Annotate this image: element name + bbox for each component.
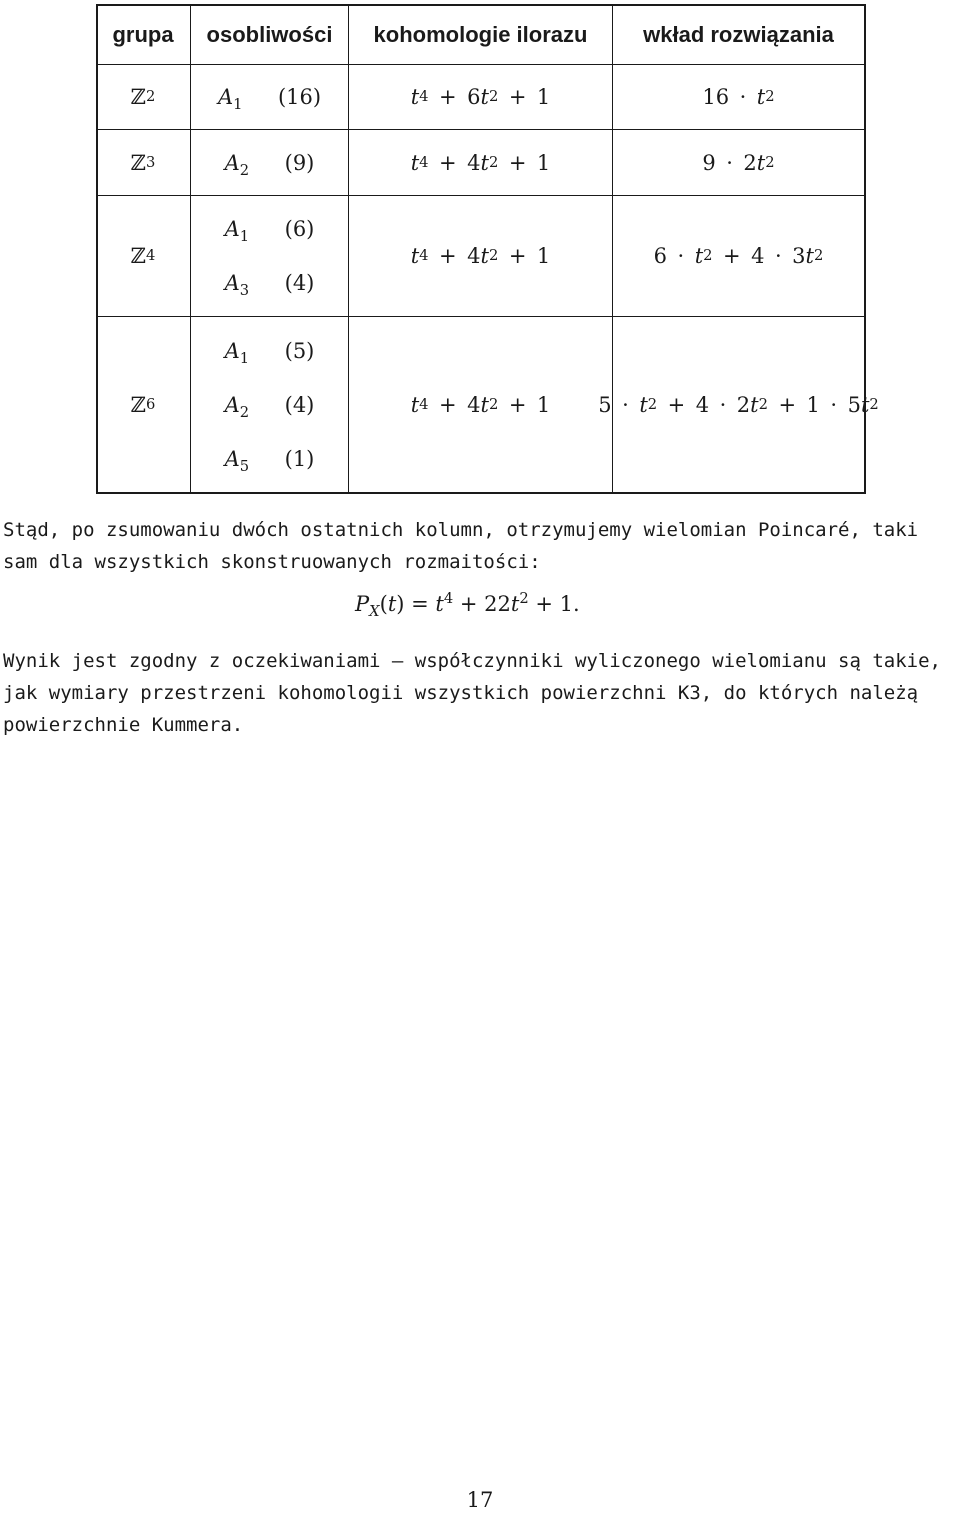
header-contribution: wkład rozwiązania [643,22,834,47]
results-table [96,4,879,494]
contribution-cell: 5 · t 2 + 4 · 2 t 2 + 1 · 5 t 2 [598,392,879,417]
singularities-cell [191,196,348,316]
singularity-entry: $A_1$ (6) [224,217,315,246]
header-group: grupa [112,22,174,47]
paragraph-conclusion: Wynik jest zgodny z oczekiwaniami — współczynniki wyliczonego wielomianu są takie, jak wymiary przestrzeni kohomologii wszystkich powierzchni K3, do których należą powierzchnie Kummera. [3,650,941,736]
group-cell: ℤ 2 [130,85,156,109]
singularities-cell [191,130,348,195]
contribution-cell: 6 · t 2 + 4 · 3 t 2 [653,244,824,268]
singularity-entry: $A_5$ (1) [224,446,315,475]
cohomology-cell: t 4 + 4 t 2 + 1 [410,150,551,175]
singularity-entry: $A_2$ (4) [224,392,315,421]
singularity-entry: $A_3$ (4) [224,271,315,300]
singularity-entry: $A_1$ (5) [224,338,315,367]
singularities-cell [191,65,348,129]
cohomology-cell: t 4 + 4 t 2 + 1 [410,392,551,417]
singularities-cell [191,317,348,492]
cohomology-cell: t 4 + 6 t 2 + 1 [410,85,551,109]
contribution-cell: 16 · t 2 [702,85,775,109]
singularity-entry: $A_2$ (9) [224,150,315,179]
cohomology-cell: t 4 + 4 t 2 + 1 [410,244,551,268]
paragraph-summary: Stąd, po zsumowaniu dwóch ostatnich kolumn, otrzymujemy wielomian Poincaré, taki sam dla wszystkich skonstruowanych rozmaitości: [3,519,919,573]
contribution-cell: 9 · 2 t 2 [702,150,775,175]
page-number: 17 [466,1488,494,1512]
group-cell: ℤ 6 [130,392,156,417]
poincare-formula: $P_X(t) = t^4 + 22t^2 + 1$. [355,589,580,621]
group-cell: ℤ 3 [130,150,156,175]
header-singularities: osobliwości [206,22,333,47]
singularity-entry: $A_1$ (16) [217,85,322,114]
group-cell: ℤ 4 [130,244,156,268]
header-cohomology: kohomologie ilorazu [373,22,588,47]
